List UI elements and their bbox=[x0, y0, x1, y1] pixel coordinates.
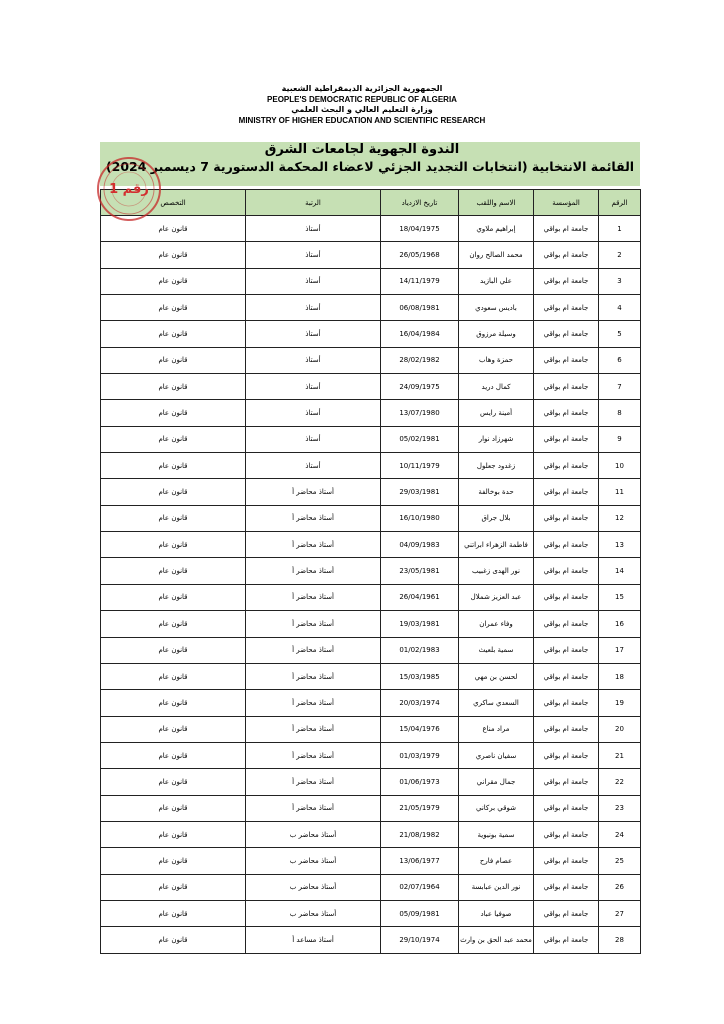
cell-birthdate: 19/03/1981 bbox=[381, 611, 459, 637]
cell-institution: جامعة ام بواقي bbox=[534, 347, 599, 373]
cell-rank: أستاذ محاضر أ bbox=[246, 795, 381, 821]
cell-rank: أستاذ bbox=[246, 347, 381, 373]
cell-name: صوفيا عباد bbox=[459, 900, 534, 926]
cell-institution: جامعة ام بواقي bbox=[534, 584, 599, 610]
cell-birthdate: 29/10/1974 bbox=[381, 927, 459, 953]
header-english-ministry: MINISTRY OF HIGHER EDUCATION AND SCIENTIFIC RESEARCH bbox=[238, 116, 486, 125]
cell-institution: جامعة ام بواقي bbox=[534, 927, 599, 953]
cell-number: 19 bbox=[599, 690, 641, 716]
cell-birthdate: 15/04/1976 bbox=[381, 716, 459, 742]
stamp-label: رقم 1 bbox=[109, 182, 149, 197]
cell-rank: أستاذ محاضر أ bbox=[246, 769, 381, 795]
cell-rank: أستاذ bbox=[246, 453, 381, 479]
table-row bbox=[101, 795, 641, 821]
cell-rank: أستاذ bbox=[246, 400, 381, 426]
cell-name: زغدود جعلول bbox=[459, 453, 534, 479]
cell-rank: أستاذ bbox=[246, 216, 381, 242]
cell-rank: أستاذ محاضر أ bbox=[246, 690, 381, 716]
cell-rank: أستاذ bbox=[246, 295, 381, 321]
cell-rank: أستاذ محاضر أ bbox=[246, 663, 381, 689]
cell-number: 18 bbox=[599, 663, 641, 689]
table-row bbox=[101, 690, 641, 716]
cell-birthdate: 13/07/1980 bbox=[381, 400, 459, 426]
cell-birthdate: 05/02/1981 bbox=[381, 426, 459, 452]
cell-rank: أستاذ محاضر ب bbox=[246, 874, 381, 900]
cell-birthdate: 26/04/1961 bbox=[381, 584, 459, 610]
table-row bbox=[101, 716, 641, 742]
cell-specialty: قانون عام bbox=[101, 347, 246, 373]
cell-institution: جامعة ام بواقي bbox=[534, 400, 599, 426]
cell-institution: جامعة ام بواقي bbox=[534, 453, 599, 479]
cell-specialty: قانون عام bbox=[101, 821, 246, 847]
table-row bbox=[101, 821, 641, 847]
cell-name: عصام فارح bbox=[459, 848, 534, 874]
header-english-republic: PEOPLE'S DEMOCRATIC REPUBLIC OF ALGERIA bbox=[267, 95, 457, 104]
cell-number: 8 bbox=[599, 400, 641, 426]
cell-birthdate: 13/06/1977 bbox=[381, 848, 459, 874]
cell-rank: أستاذ bbox=[246, 426, 381, 452]
cell-name: شوقي بركاني bbox=[459, 795, 534, 821]
cell-rank: أستاذ محاضر ب bbox=[246, 848, 381, 874]
cell-name: لحسن بن مهي bbox=[459, 663, 534, 689]
header-arabic-republic: الجمهورية الجزائرية الديمقراطية الشعبية bbox=[281, 84, 443, 93]
cell-birthdate: 05/09/1981 bbox=[381, 900, 459, 926]
table-row bbox=[101, 584, 641, 610]
cell-name: أمينة رايس bbox=[459, 400, 534, 426]
cell-name: محمد عبد الحق بن وارث bbox=[459, 927, 534, 953]
cell-specialty: قانون عام bbox=[101, 242, 246, 268]
table-row bbox=[101, 611, 641, 637]
column-header-rank: الرتبة bbox=[246, 190, 381, 216]
column-header-birthdate: تاريخ الازدياد bbox=[381, 190, 459, 216]
cell-rank: أستاذ محاضر أ bbox=[246, 558, 381, 584]
cell-birthdate: 26/05/1968 bbox=[381, 242, 459, 268]
cell-institution: جامعة ام بواقي bbox=[534, 795, 599, 821]
cell-name: باديس سعودي bbox=[459, 295, 534, 321]
cell-birthdate: 15/03/1985 bbox=[381, 663, 459, 689]
cell-number: 1 bbox=[599, 216, 641, 242]
cell-number: 9 bbox=[599, 426, 641, 452]
cell-specialty: قانون عام bbox=[101, 795, 246, 821]
cell-rank: أستاذ محاضر أ bbox=[246, 637, 381, 663]
column-header-number: الرقم bbox=[599, 190, 641, 216]
table-row bbox=[101, 295, 641, 321]
cell-name: فاطمة الزهراء ابراتني bbox=[459, 532, 534, 558]
cell-name: شهرزاد نوار bbox=[459, 426, 534, 452]
table-row bbox=[101, 874, 641, 900]
cell-rank: أستاذ محاضر أ bbox=[246, 611, 381, 637]
cell-institution: جامعة ام بواقي bbox=[534, 848, 599, 874]
official-stamp bbox=[96, 156, 162, 222]
cell-name: سمية بلعيث bbox=[459, 637, 534, 663]
cell-birthdate: 04/09/1983 bbox=[381, 532, 459, 558]
table-body bbox=[101, 216, 641, 954]
cell-birthdate: 18/04/1975 bbox=[381, 216, 459, 242]
cell-rank: أستاذ محاضر أ bbox=[246, 742, 381, 768]
cell-specialty: قانون عام bbox=[101, 637, 246, 663]
cell-name: عبد العزيز شملال bbox=[459, 584, 534, 610]
cell-specialty: قانون عام bbox=[101, 400, 246, 426]
cell-number: 24 bbox=[599, 821, 641, 847]
cell-birthdate: 01/06/1973 bbox=[381, 769, 459, 795]
cell-specialty: قانون عام bbox=[101, 426, 246, 452]
cell-rank: أستاذ محاضر أ bbox=[246, 505, 381, 531]
cell-institution: جامعة ام بواقي bbox=[534, 321, 599, 347]
cell-specialty: قانون عام bbox=[101, 505, 246, 531]
header-arabic-ministry: وزارة التعليم العالي و البحث العلمي bbox=[291, 105, 433, 114]
table-row bbox=[101, 242, 641, 268]
cell-specialty: قانون عام bbox=[101, 611, 246, 637]
cell-birthdate: 28/02/1982 bbox=[381, 347, 459, 373]
cell-rank: أستاذ محاضر أ bbox=[246, 716, 381, 742]
cell-birthdate: 29/03/1981 bbox=[381, 479, 459, 505]
table-row bbox=[101, 848, 641, 874]
cell-institution: جامعة ام بواقي bbox=[534, 242, 599, 268]
cell-institution: جامعة ام بواقي bbox=[534, 505, 599, 531]
cell-specialty: قانون عام bbox=[101, 216, 246, 242]
cell-name: نور الدين عبابسة bbox=[459, 874, 534, 900]
cell-birthdate: 21/05/1979 bbox=[381, 795, 459, 821]
cell-rank: أستاذ محاضر أ bbox=[246, 479, 381, 505]
cell-name: حمزة وهاب bbox=[459, 347, 534, 373]
cell-institution: جامعة ام بواقي bbox=[534, 769, 599, 795]
cell-number: 11 bbox=[599, 479, 641, 505]
table-row bbox=[101, 321, 641, 347]
cell-institution: جامعة ام بواقي bbox=[534, 821, 599, 847]
cell-rank: أستاذ bbox=[246, 268, 381, 294]
cell-name: سمية بونيوية bbox=[459, 821, 534, 847]
cell-rank: أستاذ bbox=[246, 242, 381, 268]
cell-name: سفيان ناصري bbox=[459, 742, 534, 768]
cell-institution: جامعة ام بواقي bbox=[534, 742, 599, 768]
cell-institution: جامعة ام بواقي bbox=[534, 637, 599, 663]
cell-number: 25 bbox=[599, 848, 641, 874]
cell-specialty: قانون عام bbox=[101, 584, 246, 610]
document-title: الندوة الجهوية لجامعات الشرق bbox=[264, 142, 460, 157]
cell-number: 20 bbox=[599, 716, 641, 742]
cell-number: 2 bbox=[599, 242, 641, 268]
cell-institution: جامعة ام بواقي bbox=[534, 479, 599, 505]
cell-birthdate: 01/03/1979 bbox=[381, 742, 459, 768]
table-row bbox=[101, 900, 641, 926]
cell-institution: جامعة ام بواقي bbox=[534, 716, 599, 742]
cell-specialty: قانون عام bbox=[101, 769, 246, 795]
cell-institution: جامعة ام بواقي bbox=[534, 558, 599, 584]
cell-specialty: قانون عام bbox=[101, 532, 246, 558]
cell-number: 5 bbox=[599, 321, 641, 347]
cell-number: 21 bbox=[599, 742, 641, 768]
cell-birthdate: 16/04/1984 bbox=[381, 321, 459, 347]
cell-rank: أستاذ محاضر ب bbox=[246, 821, 381, 847]
cell-name: كمال دريد bbox=[459, 374, 534, 400]
table-row bbox=[101, 532, 641, 558]
cell-name: إبراهيم ملاوي bbox=[459, 216, 534, 242]
cell-name: محمد الصالح روان bbox=[459, 242, 534, 268]
cell-institution: جامعة ام بواقي bbox=[534, 874, 599, 900]
column-header-name: الاسم واللقب bbox=[459, 190, 534, 216]
table-row bbox=[101, 426, 641, 452]
cell-institution: جامعة ام بواقي bbox=[534, 374, 599, 400]
cell-number: 26 bbox=[599, 874, 641, 900]
cell-birthdate: 16/10/1980 bbox=[381, 505, 459, 531]
cell-specialty: قانون عام bbox=[101, 742, 246, 768]
table-row bbox=[101, 769, 641, 795]
cell-number: 23 bbox=[599, 795, 641, 821]
table-row bbox=[101, 742, 641, 768]
cell-institution: جامعة ام بواقي bbox=[534, 216, 599, 242]
cell-specialty: قانون عام bbox=[101, 848, 246, 874]
table-row bbox=[101, 927, 641, 953]
cell-number: 3 bbox=[599, 268, 641, 294]
document-subtitle: القائمة الانتخابية (انتخابات التجديد الجزئي لاعضاء المحكمة الدستورية 7 ديسمبر 2024) bbox=[105, 159, 635, 174]
cell-institution: جامعة ام بواقي bbox=[534, 532, 599, 558]
cell-specialty: قانون عام bbox=[101, 927, 246, 953]
electoral-list-table bbox=[100, 189, 641, 954]
cell-specialty: قانون عام bbox=[101, 374, 246, 400]
cell-birthdate: 21/08/1982 bbox=[381, 821, 459, 847]
cell-birthdate: 02/07/1964 bbox=[381, 874, 459, 900]
cell-specialty: قانون عام bbox=[101, 663, 246, 689]
cell-number: 7 bbox=[599, 374, 641, 400]
cell-specialty: قانون عام bbox=[101, 453, 246, 479]
cell-birthdate: 06/08/1981 bbox=[381, 295, 459, 321]
cell-birthdate: 14/11/1979 bbox=[381, 268, 459, 294]
cell-number: 15 bbox=[599, 584, 641, 610]
cell-institution: جامعة ام بواقي bbox=[534, 663, 599, 689]
cell-number: 28 bbox=[599, 927, 641, 953]
cell-rank: أستاذ bbox=[246, 374, 381, 400]
cell-birthdate: 01/02/1983 bbox=[381, 637, 459, 663]
cell-name: علي البازيد bbox=[459, 268, 534, 294]
cell-institution: جامعة ام بواقي bbox=[534, 690, 599, 716]
cell-rank: أستاذ محاضر أ bbox=[246, 532, 381, 558]
table-row bbox=[101, 374, 641, 400]
cell-number: 17 bbox=[599, 637, 641, 663]
cell-name: وسيلة مرزوق bbox=[459, 321, 534, 347]
cell-institution: جامعة ام بواقي bbox=[534, 900, 599, 926]
cell-institution: جامعة ام بواقي bbox=[534, 295, 599, 321]
cell-specialty: قانون عام bbox=[101, 321, 246, 347]
cell-number: 6 bbox=[599, 347, 641, 373]
cell-specialty: قانون عام bbox=[101, 716, 246, 742]
cell-number: 22 bbox=[599, 769, 641, 795]
table-row bbox=[101, 663, 641, 689]
cell-name: السعدي ساكري bbox=[459, 690, 534, 716]
table-row bbox=[101, 558, 641, 584]
cell-birthdate: 20/03/1974 bbox=[381, 690, 459, 716]
column-header-specialty: التخصص bbox=[101, 190, 246, 216]
table-row bbox=[101, 637, 641, 663]
cell-name: وفاء عمران bbox=[459, 611, 534, 637]
cell-specialty: قانون عام bbox=[101, 874, 246, 900]
cell-name: مراد مناع bbox=[459, 716, 534, 742]
cell-name: حدة بوخالفة bbox=[459, 479, 534, 505]
table-row bbox=[101, 268, 641, 294]
cell-number: 13 bbox=[599, 532, 641, 558]
cell-rank: أستاذ مساعد أ bbox=[246, 927, 381, 953]
cell-number: 12 bbox=[599, 505, 641, 531]
cell-specialty: قانون عام bbox=[101, 479, 246, 505]
cell-number: 4 bbox=[599, 295, 641, 321]
cell-specialty: قانون عام bbox=[101, 690, 246, 716]
cell-institution: جامعة ام بواقي bbox=[534, 268, 599, 294]
table-row bbox=[101, 453, 641, 479]
table-row bbox=[101, 216, 641, 242]
table-row bbox=[101, 505, 641, 531]
cell-rank: أستاذ محاضر ب bbox=[246, 900, 381, 926]
cell-number: 16 bbox=[599, 611, 641, 637]
cell-number: 10 bbox=[599, 453, 641, 479]
cell-specialty: قانون عام bbox=[101, 558, 246, 584]
column-header-institution: المؤسسة bbox=[534, 190, 599, 216]
cell-name: بلال جراق bbox=[459, 505, 534, 531]
cell-number: 14 bbox=[599, 558, 641, 584]
cell-name: نور الهدى زغبيب bbox=[459, 558, 534, 584]
cell-institution: جامعة ام بواقي bbox=[534, 611, 599, 637]
cell-institution: جامعة ام بواقي bbox=[534, 426, 599, 452]
cell-birthdate: 24/09/1975 bbox=[381, 374, 459, 400]
cell-rank: أستاذ محاضر أ bbox=[246, 584, 381, 610]
table-row bbox=[101, 347, 641, 373]
cell-specialty: قانون عام bbox=[101, 268, 246, 294]
cell-birthdate: 10/11/1979 bbox=[381, 453, 459, 479]
cell-rank: أستاذ bbox=[246, 321, 381, 347]
table-row bbox=[101, 479, 641, 505]
cell-number: 27 bbox=[599, 900, 641, 926]
cell-specialty: قانون عام bbox=[101, 900, 246, 926]
table-row bbox=[101, 400, 641, 426]
cell-birthdate: 23/05/1981 bbox=[381, 558, 459, 584]
cell-name: جمال مقراني bbox=[459, 769, 534, 795]
cell-specialty: قانون عام bbox=[101, 295, 246, 321]
table-header-row bbox=[101, 190, 641, 216]
